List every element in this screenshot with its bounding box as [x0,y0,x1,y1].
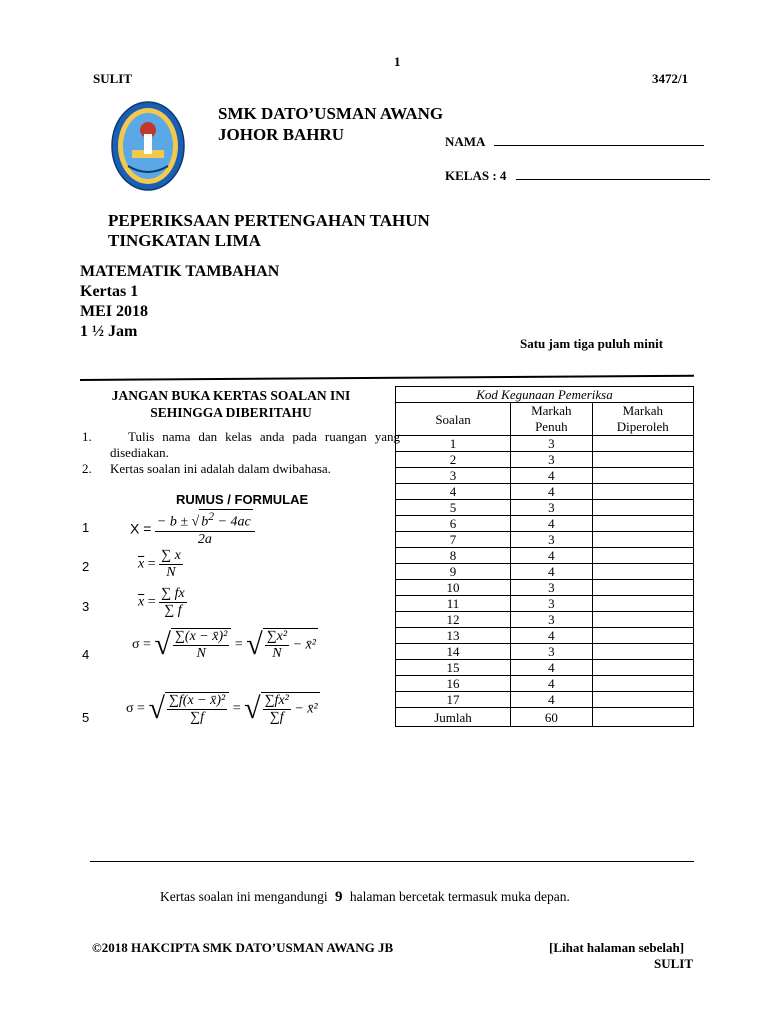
table-row [396,676,694,692]
total-value: 60 [511,708,593,727]
warning-line1: JANGAN BUKA KERTAS SOALAN INI [111,388,351,403]
table-row [396,644,694,660]
subject-block [80,262,279,342]
exam-title-line1: PEPERIKSAAN PERTENGAHAN TAHUN [108,211,430,230]
markah-penuh-cell: 3 [511,500,593,516]
warning-line2: SEHINGGA DIBERITAHU [150,405,312,420]
markah-diperoleh-cell[interactable] [592,452,693,468]
markah-diperoleh-cell[interactable] [592,628,693,644]
subject-duration: 1 ½ Jam [80,323,138,340]
header-code: 3472/1 [652,71,689,86]
soalan-cell: 11 [396,596,511,612]
instructions [82,429,400,477]
col-markah-penuh-line1: Markah [531,403,572,418]
exam-title [108,211,430,251]
school-name [218,103,443,145]
page-count-number: 9 [334,889,343,905]
header-sulit: SULIT [93,71,133,86]
nama-label: NAMA [445,134,485,149]
divider-bottom [90,861,694,862]
table-row [396,596,694,612]
markah-penuh-cell: 4 [511,516,593,532]
instruction-text: Tulis nama dan kelas anda pada ruangan yang disediakan. [110,429,400,460]
formula-std-dev: σ = √ $\frac{\text{∑(x − x̄)²}}{N}$ = √ $\frac{\text{∑x²}}{N}$ − x̄² [132,628,316,661]
copyright: ©2018 HAKCIPTA SMK DATO’USMAN AWANG JB [92,940,394,955]
instruction-text: Kertas soalan ini adalah dalam dwibahasa. [110,461,331,476]
markah-diperoleh-cell[interactable] [592,500,693,516]
markah-penuh-cell: 4 [511,628,593,644]
markah-penuh-cell: 4 [511,660,593,676]
markah-diperoleh-cell[interactable] [592,596,693,612]
nama-line[interactable] [494,133,704,146]
instruction-item [82,429,400,461]
table-row [396,436,694,452]
table-total-row [396,708,694,727]
examiner-table [395,386,694,727]
subject-date: MEI 2018 [80,303,148,320]
table-header-row [396,403,694,436]
markah-penuh-cell: 3 [511,580,593,596]
formula-std-dev-weighted: σ = √ $\frac{\text{∑f(x − x̄)²}}{\sum f}$ = √ $\frac{\text{∑fx²}}{\sum f}$ − x̄² [126,692,318,725]
markah-diperoleh-cell[interactable] [592,660,693,676]
next-page-note: [Lihat halaman sebelah] [549,940,685,955]
soalan-cell: 1 [396,436,511,452]
soalan-cell: 6 [396,516,511,532]
markah-diperoleh-cell[interactable] [592,532,693,548]
formula-mean: $\overline{x}$ = $\frac{\sum x}{N}$ [138,548,181,580]
school-name-line2: JOHOR BAHRU [218,125,345,144]
table-title: Kod Kegunaan Pemeriksa [396,387,694,403]
markah-diperoleh-cell[interactable] [592,692,693,708]
table-row [396,628,694,644]
markah-diperoleh-cell[interactable] [592,548,693,564]
markah-penuh-cell: 4 [511,484,593,500]
table-row [396,516,694,532]
markah-diperoleh-cell[interactable] [592,484,693,500]
col-markah-diperoleh-line2: Diperoleh [616,419,669,434]
formulae-title: RUMUS / FORMULAE [176,492,309,507]
warning-text [86,387,376,421]
formula-quadratic: X = $\frac{- b \pm √ b^2 - 4ac}{2a}$ [130,509,255,548]
markah-penuh-cell: 3 [511,532,593,548]
table-row [396,500,694,516]
formula-number: 3 [82,599,90,614]
markah-penuh-cell: 3 [511,644,593,660]
soalan-cell: 5 [396,500,511,516]
col-markah-diperoleh-line1: Markah [622,403,663,418]
table-row [396,484,694,500]
soalan-cell: 3 [396,468,511,484]
markah-diperoleh-cell[interactable] [592,564,693,580]
markah-penuh-cell: 4 [511,548,593,564]
exam-title-line2: TINGKATAN LIMA [108,231,261,250]
instruction-number: 1. [82,429,92,444]
soalan-cell: 12 [396,612,511,628]
nama-field[interactable] [445,133,704,150]
markah-diperoleh-cell[interactable] [592,516,693,532]
page-count-before: Kertas soalan ini mengandungi [160,889,328,904]
page-count-after: halaman bercetak termasuk muka depan. [349,889,570,904]
page-number: 1 [394,54,401,69]
col-markah-diperoleh [592,403,693,436]
formula-number: 5 [82,710,90,725]
school-logo [110,100,186,192]
instruction-item [82,461,400,477]
duration-words: Satu jam tiga puluh minit [520,336,664,351]
subject-paper: Kertas 1 [80,283,139,300]
markah-penuh-cell: 4 [511,468,593,484]
footer-sulit: SULIT [654,956,694,971]
soalan-cell: 16 [396,676,511,692]
kelas-line[interactable] [516,167,710,180]
divider-top [80,375,694,381]
table-row [396,580,694,596]
markah-diperoleh-cell[interactable] [592,436,693,452]
formula-weighted-mean: $\overline{x}$ = $\frac{\sum fx}{\sum f}$ [138,586,185,618]
markah-penuh-cell: 3 [511,452,593,468]
soalan-cell: 15 [396,660,511,676]
kelas-field[interactable] [445,167,710,184]
table-row [396,564,694,580]
table-row [396,692,694,708]
school-name-line1: SMK DATO’USMAN AWANG [218,104,444,123]
table-row [396,548,694,564]
formula-number: 4 [82,647,90,662]
markah-penuh-cell: 4 [511,676,593,692]
subject-name: MATEMATIK TAMBAHAN [80,263,280,280]
table-row [396,660,694,676]
markah-diperoleh-cell[interactable] [592,580,693,596]
soalan-cell: 4 [396,484,511,500]
formula-number: 1 [82,520,90,535]
soalan-cell: 17 [396,692,511,708]
soalan-cell: 13 [396,628,511,644]
table-row [396,452,694,468]
formula-number: 2 [82,559,90,574]
kelas-label: KELAS : 4 [445,168,507,183]
table-row [396,468,694,484]
soalan-cell: 8 [396,548,511,564]
markah-diperoleh-cell[interactable] [592,676,693,692]
markah-penuh-cell: 3 [511,596,593,612]
soalan-cell: 14 [396,644,511,660]
soalan-cell: 10 [396,580,511,596]
markah-penuh-cell: 3 [511,612,593,628]
soalan-cell: 7 [396,532,511,548]
page-count-note [160,889,570,906]
total-obtained-cell[interactable] [592,708,693,727]
table-title-row [396,387,694,403]
col-markah-penuh-line2: Penuh [535,419,568,434]
markah-penuh-cell: 4 [511,564,593,580]
markah-penuh-cell: 3 [511,436,593,452]
markah-diperoleh-cell[interactable] [592,468,693,484]
markah-penuh-cell: 4 [511,692,593,708]
soalan-cell: 2 [396,452,511,468]
col-markah-penuh [511,403,593,436]
soalan-cell: 9 [396,564,511,580]
total-label: Jumlah [396,708,511,727]
table-row [396,612,694,628]
instruction-number: 2. [82,461,92,476]
col-soalan: Soalan [396,403,511,436]
table-row [396,532,694,548]
school-crest-icon [110,100,186,192]
markah-diperoleh-cell[interactable] [592,612,693,628]
markah-diperoleh-cell[interactable] [592,644,693,660]
